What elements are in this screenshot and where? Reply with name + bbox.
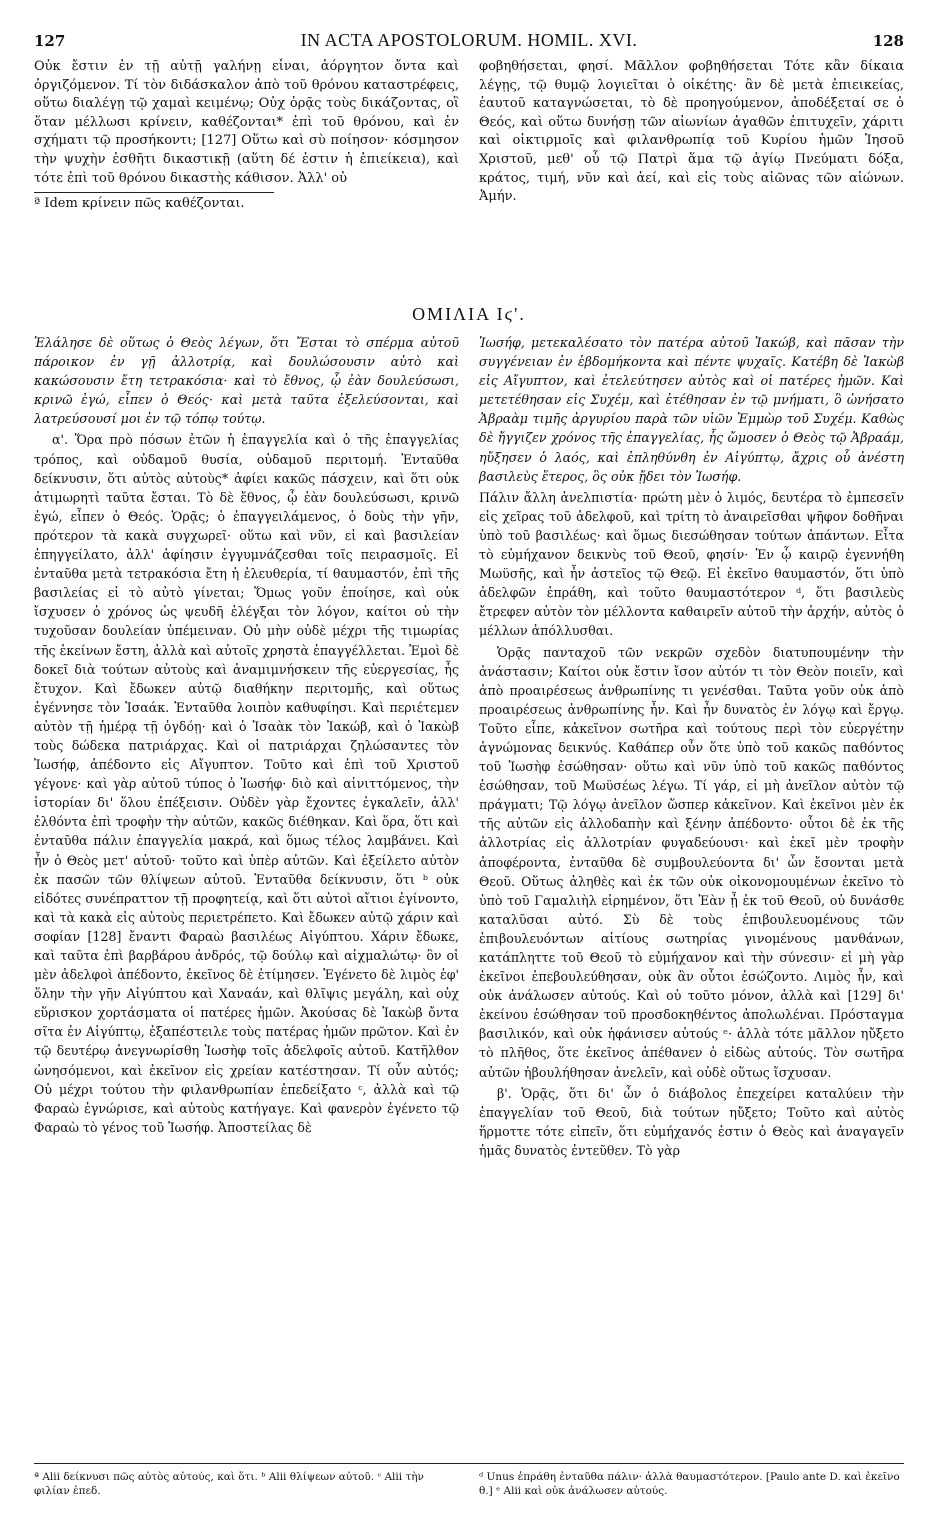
footnote-text: ᵈ Unus ἐπράθη ἐνταῦθα πάλιν· ἀλλὰ θαυμαστότερον. [Paulo ante D. καὶ ἐκεῖνο θ.] ᵉ Alii καὶ οὐκ ἀνάλωσεν αὐτούς. bbox=[479, 1471, 900, 1497]
footnote-separator bbox=[34, 1463, 904, 1464]
homily-body bbox=[34, 333, 904, 1453]
running-header bbox=[34, 30, 904, 54]
footnote-rule bbox=[34, 192, 274, 193]
page-number-right: 128 bbox=[872, 32, 904, 50]
top-left-column bbox=[34, 58, 459, 268]
commentary-paragraph: Ὁρᾷς πανταχοῦ τῶν νεκρῶν σχεδὸν διατυπουμένην τὴν ἀνάστασιν; Καίτοι οὐκ ἔστιν ἴσον αὐτόν τι τὸν Θεὸν ποιεῖν, καὶ ἀπὸ προαιρέσεως ἀνθρωπίνης τι γενέσθαι. Ταῦτα γοῦν οὐκ ἀπὸ προαιρέσεως ἀνθρωπίνης ἦν. Καὶ ἦν δυνατὸς ἐν λόγῳ καὶ ἔργῳ. Τοῦτο εἶπε, κἀκεῖνον σωτῆρα καὶ τούτους περὶ τὸν εὐεργέτην ἀγνώμονας δεικνύς. Καθάπερ οὖν ὅτε ὑπὸ τοῦ κακῶς παθόντος τοῦ Ἰωσὴφ ἐσώθησαν· οὕτω καὶ νῦν ὑπὸ τοῦ κακῶς παθόντος ἐσώθησαν, τοῦ Μωϋσέως λέγω. Τί γάρ, εἰ μὴ ἀνεῖλον αὐτὸν τῷ πράγματι; Τῷ λόγῳ ἀνεῖλον ὥσπερ κἀκεῖνον. Καὶ ἐκεῖνοι μὲν ἐκ τῆς αὐτῶν εἰς ἀλλοδαπὴν καὶ ξένην ἀπέδοντο· οὗτοι δὲ ἐκ τῆς ἀλλοτρίας εἰς ἀλλοτρίαν φυγαδεύουσι· καὶ ἐκεῖ μὲν τροφὴν ἀποφέροντα, ἐνταῦθα δὲ συμβουλεύοντα δι' ὧν ἔσονται μετὰ Θεοῦ. Οὕτως ἀληθὲς καὶ ἐκ τῶν οὐκ οἰκονομουμένων ἐκεῖνο τὸ ὑπὸ τοῦ Γαμαλιὴλ εἰρημένον, ὅτι Ἐὰν ᾖ ἐκ τοῦ Θεοῦ, οὐ δυνάσθε καταλῦσαι αὐτό. Σὺ δὲ τοὺς ἐπιβουλευομένους τῶν ἐπιβουλευόντων αἰτίους σωτηρίας γινομένους μανθάνων, κατάπληττε τοῦ Θεοῦ τὸ εὐμήχανον καὶ τὴν σύνεσιν· εἰ μὴ γὰρ ἐκεῖνοι ἐπεβουλεύθησαν, οὐκ ἂν οὗτοι ἐσώζοντο. Λιμὸς ἦν, καὶ οὐκ ἀνάλωσεν αὐτούς. Καὶ οὐ τοῦτο μόνον, ἀλλὰ καὶ [129] δι' ἐκείνου ἐσώθησαν τοῦ προσδοκηθέντος ἀπολωλέναι. Πρόσταγμα βασιλικόν, καὶ οὐκ ἠφάνισεν αὐτούς ᵉ· ἀλλὰ τότε μᾶλλον ηὔξετο τὸ πλῆθος, ὅτε ἐκεῖνος ἀπέθανεν ὁ εἰδὼς αὐτούς. Τὸν σωτῆρα αὐτῶν ἠβουλήθησαν ἀνελεῖν, καὶ οὐδὲ οὕτως ἴσχυσαν. bbox=[479, 644, 904, 1080]
right-footnotes bbox=[479, 1470, 904, 1498]
page-number-left: 127 bbox=[34, 32, 66, 50]
homily-title: ΟΜΙΛΙΑ Ιϛ'. bbox=[412, 304, 526, 324]
scripture-lemma-continued: Ἰωσήφ, μετεκαλέσατο τὸν πατέρα αὐτοῦ Ἰακώβ, καὶ πᾶσαν τὴν συγγένειαν ἐν ἑβδομήκοντα καὶ πέντε ψυχαῖς. Κατέβη δὲ Ἰακὼβ εἰς Αἴγυπτον, καὶ ἐτελεύτησεν αὐτὸς καὶ οἱ πατέρες ἡμῶν. Καὶ μετετέθησαν εἰς Συχέμ, καὶ ἐτέθησαν ἐν τῷ μνήματι, ὃ ὠνήσατο Ἀβραὰμ τιμῆς ἀργυρίου παρὰ τῶν υἱῶν Ἐμμὼρ τοῦ Συχέμ. Καθὼς δὲ ἤγγιζεν χρόνος τῆς ἐπαγγελίας, ἧς ὤμοσεν ὁ Θεὸς τῷ Ἀβραάμ, ηὔξησεν ὁ λαός, καὶ ἐπληθύνθη ἐν Αἰγύπτῳ, ἄχρις οὗ ἀνέστη βασιλεὺς ἕτερος, ὃς οὐκ ᾔδει τὸν Ἰωσήφ. bbox=[479, 335, 904, 484]
commentary-paragraph: α'. Ὅρα πρὸ πόσων ἐτῶν ἡ ἐπαγγελία καὶ ὁ τῆς ἐπαγγελίας τρόπος, καὶ οὐδαμοῦ θυσία, οὐδαμοῦ περιτομή. Ἐνταῦθα δείκνυσιν, ὅτι αὐτὸς αὐτοὺς* ἀφίει κακῶς πάσχειν, καὶ ὅτι οὐκ ἀτιμωρητὶ ταῦτα ἔσται. Τὸ δὲ ἔθνος, ᾧ ἐὰν δουλεύσωσι, κρινῶ ἐγώ, εἶπεν ὁ Θεός. Ὁρᾷς; ὁ ἐπαγγειλάμενος, ὁ δοὺς τὴν γῆν, πρότερον τὰ κακὰ συγχωρεῖ· οὕτω καὶ νῦν, εἰ καὶ βασιλείαν ἐπηγγείλατο, ἀλλ' ἀφίησιν ἐγγυμνάζεσθαι τοῖς πειρασμοῖς. Εἰ ἐνταῦθα μετὰ τετρακόσια ἔτη ἡ ἐλευθερία, τί θαυμαστόν, ἐπὶ τῆς βασιλείας εἰ τὸ αὐτὸ γίνεται; Ὅμως γοῦν ἐποίησε, καὶ οὐκ ἴσχυσεν ὁ χρόνος ὡς ψευδῆ ἐλέγξαι τὸν λόγον, καίτοι οὐ τὴν τυχοῦσαν δουλείαν ὑπέμειναν. Οὐ μὴν οὐδὲ μέχρι τῆς τιμωρίας τῆς ἐκείνων ἔστη, ἀλλὰ καὶ αὐτοῖς χρηστὰ ἐπαγγέλλεται. Ἐμοὶ δὲ δοκεῖ διὰ τούτων αὐτοὺς καὶ ἀναμιμνήσκειν τῆς εὐεργεσίας, ἧς ἔτυχον. Καὶ ἔδωκεν αὐτῷ διαθήκην περιτομῆς, καὶ οὕτως ἐγέννησε τὸν Ἰσαάκ. Ἐνταῦθα λοιπὸν καθυφίησι. Καὶ περιέτεμεν αὐτὸν τῇ ἡμέρᾳ τῇ ὀγδόῃ· καὶ ὁ Ἰσαὰκ τὸν Ἰακώβ, καὶ ὁ Ἰακὼβ τοὺς δώδεκα πατριάρχας. Καὶ οἱ πατριάρχαι ζηλώσαντες τὸν Ἰωσήφ, ἀπέδοντο εἰς Αἴγυπτον. Τοῦτο καὶ ἐπὶ τοῦ Χριστοῦ γέγονε· καὶ γὰρ αὐτοῦ τύπος ὁ Ἰωσήφ· διὸ καὶ αἰνιττόμενος, τὴν ἱστορίαν δι' ὅλου ἐπέξεισιν. Οὐδὲν γὰρ ἔχοντες ἐγκαλεῖν, ἀλλ' ἐλθόντα ἐπὶ τροφὴν τὴν αὐτῶν, κακῶς διέθηκαν. Καὶ ὅρα, ὅτι καὶ ἐνταῦθα πάλιν ἐπαγγελία μακρά, καὶ ὅμως τέλος λαμβάνει. Καὶ ἦν ὁ Θεὸς μετ' αὐτοῦ· τοῦτο καὶ ὑπὲρ αὐτῶν. Καὶ ἐξείλετο αὐτὸν ἐκ πασῶν τῶν θλίψεων αὐτοῦ. Ἐνταῦθα δείκνυσιν, ὅτι ᵇ οὐκ εἰδότες συνέπραττον τῇ προφητείᾳ, καὶ ὅτι αὐτοὶ αἴτιοι ἐγίνοντο, καὶ τὰ κακὰ εἰς αὐτοὺς περιετρέπετο. Καὶ ἔδωκεν αὐτῷ χάριν καὶ σοφίαν [128] ἔναντι Φαραὼ βασιλέως Αἰγύπτου. Χάριν ἔδωκε, καὶ ταῦτα ἐπὶ βαρβάρου ἀνδρός, τῷ δούλῳ καὶ αἰχμαλώτῳ· ὃν οἱ μὲν ἀδελφοὶ ἀπέδοντο, ἐκεῖνος δὲ ἐτίμησεν. Ἐγένετο δὲ λιμὸς ἐφ' ὅλην τὴν γῆν Αἰγύπτου καὶ Χαναάν, καὶ θλῖψις μεγάλη, καὶ οὐχ εὕρισκον χορτάσματα οἱ πατέρες ἡμῶν. Ἀκούσας δὲ Ἰακὼβ ὄντα σῖτα ἐν Αἰγύπτῳ, ἐξαπέστειλε τοὺς πατέρας ἡμῶν πρῶτον. Καὶ ἐν τῷ δευτέρῳ ἀνεγνωρίσθη Ἰωσὴφ τοῖς ἀδελφοῖς αὐτοῦ. Κατῆλθον ὠνησόμενοι, καὶ ἐκεῖνον εἰς χρείαν κατέστησαν. Τί οὖν αὐτός; Οὐ μέχρι τούτου τὴν φιλανθρωπίαν ἐπεδείξατο ᶜ, ἀλλὰ καὶ τῷ Φαραὼ ἐγνώρισε, καὶ αὐτοὺς κατήγαγε. Καὶ φανερὸν ἐγένετο τῷ Φαραὼ τὸ γένος τοῦ Ἰωσήφ. Ἀποστείλας δὲ bbox=[34, 432, 459, 1135]
commentary-paragraph: Πάλιν ἄλλη ἀνελπιστία· πρώτη μὲν ὁ λιμός, δευτέρα τὸ ἐμπεσεῖν εἰς χεῖρας τοῦ ἀδελφοῦ, καὶ τρίτη τὸ ἀναιρεῖσθαι ψῆφον δοθῆναι ὑπὸ τοῦ βασιλέως· καὶ ὅμως διεσώθησαν τούτων ἁπάντων. Εἶτα τὸ εὐμήχανον δεικνὺς τοῦ Θεοῦ, φησίν· Ἐν ᾧ καιρῷ ἐγεννήθη Μωϋσῆς, καὶ ἦν ἀστεῖος τῷ Θεῷ. Εἰ ἐκεῖνο θαυμαστόν, ὅτι ὑπὸ ἀδελφῶν ἐπράθη, καὶ τοῦτο θαυμαστότερον ᵈ, ὅτι βασιλεὺς ἔτρεφεν αὐτὸν τὸν μέλλοντα καθαιρεῖν αὐτοῦ τὴν ἀρχήν, αὐτὸς ὁ μέλλων ἀπόλλυσθαι. bbox=[479, 489, 904, 639]
top-left-footnote: ª Idem κρίνειν πῶς καθέζονται. bbox=[34, 196, 245, 212]
commentary-paragraph: β'. Ὁρᾷς, ὅτι δι' ὧν ὁ διάβολος ἐπεχείρει καταλύειν τὴν ἐπαγγελίαν τοῦ Θεοῦ, διὰ τούτων ηὔξετο; Τοῦτο καὶ αὐτὸς ἥρμοττε τότε εἰπεῖν, ὅτι εὐμήχανός ἐστιν ὁ Θεὸς καὶ ἀναγαγεῖν ἡμᾶς δυνατὸς ἐντεῦθεν. Τὸ γὰρ bbox=[479, 1085, 904, 1158]
right-column bbox=[479, 333, 904, 1453]
top-left-text: Οὐκ ἔστιν ἐν τῇ αὐτῇ γαλήνῃ εἶναι, ἀόργητον ὄντα καὶ ὀργιζόμενον. Τί τὸν διδάσκαλον ἀπὸ τοῦ θρόνου καταστρέφεις, οὕτω διαλέγῃ τῷ χαμαὶ κειμένῳ; Οὐχ ὁρᾷς τοὺς δικάζοντας, οἳ ὅταν μέλλωσι κρίνειν, καθέζονται* ἐπὶ τοῦ θρόνου, καὶ ἐν σχήματι τῷ προσήκοντι; [127] Οὕτω καὶ σὺ ποίησον· κόσμησον τὴν ψυχὴν ἐσθῆτι δικαστικῇ (αὕτη δέ ἐστιν ἡ ἐπιείκεια), καὶ τότε ἐπὶ τοῦ θρόνου δικαστὴς κάθισον. Ἀλλ' οὐ bbox=[34, 59, 459, 186]
footnotes bbox=[34, 1470, 904, 1498]
running-title: IN ACTA APOSTOLORUM. HOMIL. XVI. bbox=[300, 30, 638, 50]
footnote-text: ª Alii δείκνυσι πῶς αὐτὸς αὐτούς, καὶ ὅτι. ᵇ Alii θλίψεων αὐτοῦ. ᶜ Alii τὴν φιλίαν ἐπεδ. bbox=[34, 1471, 424, 1497]
top-right-column bbox=[479, 58, 904, 268]
preceding-homily-ending bbox=[34, 58, 904, 268]
top-right-text: φοβηθήσεται, φησί. Μᾶλλον φοβηθήσεται Τότε κἂν δίκαια λέγῃς, τῷ θυμῷ λογιεῖται ὁ οἰκέτης· ἂν δὲ μετὰ ἐπιεικείας, ἑαυτοῦ καταγνώσεται, τὸ δὲ προηγούμενον, ἀποδέξεταί σε ὁ Θεός, καὶ οὕτω δυνήσῃ τῶν αἰωνίων ἀγαθῶν ἐπιτυχεῖν, χάριτι καὶ οἰκτιρμοῖς καὶ φιλανθρωπίᾳ τοῦ Κυρίου ἡμῶν Ἰησοῦ Χριστοῦ, μεθ' οὗ τῷ Πατρὶ ἅμα τῷ ἁγίῳ Πνεύματι δόξα, κράτος, τιμή, νῦν καὶ ἀεί, καὶ εἰς τοὺς αἰῶνας τῶν αἰώνων. Ἀμήν. bbox=[479, 59, 904, 205]
left-footnotes bbox=[34, 1470, 459, 1498]
scripture-lemma: Ἐλάλησε δὲ οὕτως ὁ Θεὸς λέγων, ὅτι Ἔσται τὸ σπέρμα αὐτοῦ πάροικον ἐν γῇ ἀλλοτρίᾳ, καὶ δουλώσουσιν αὐτὸ καὶ κακώσουσιν ἔτη τετρακόσια· καὶ τὸ ἔθνος, ᾧ ἐὰν δουλεύσωσι, κρινῶ ἐγώ, εἶπεν ὁ Θεός· καὶ μετὰ ταῦτα ἐξελεύσονται, καὶ λατρεύσουσί μοι ἐν τῷ τόπῳ τούτῳ. bbox=[34, 335, 459, 427]
left-column bbox=[34, 333, 459, 1453]
